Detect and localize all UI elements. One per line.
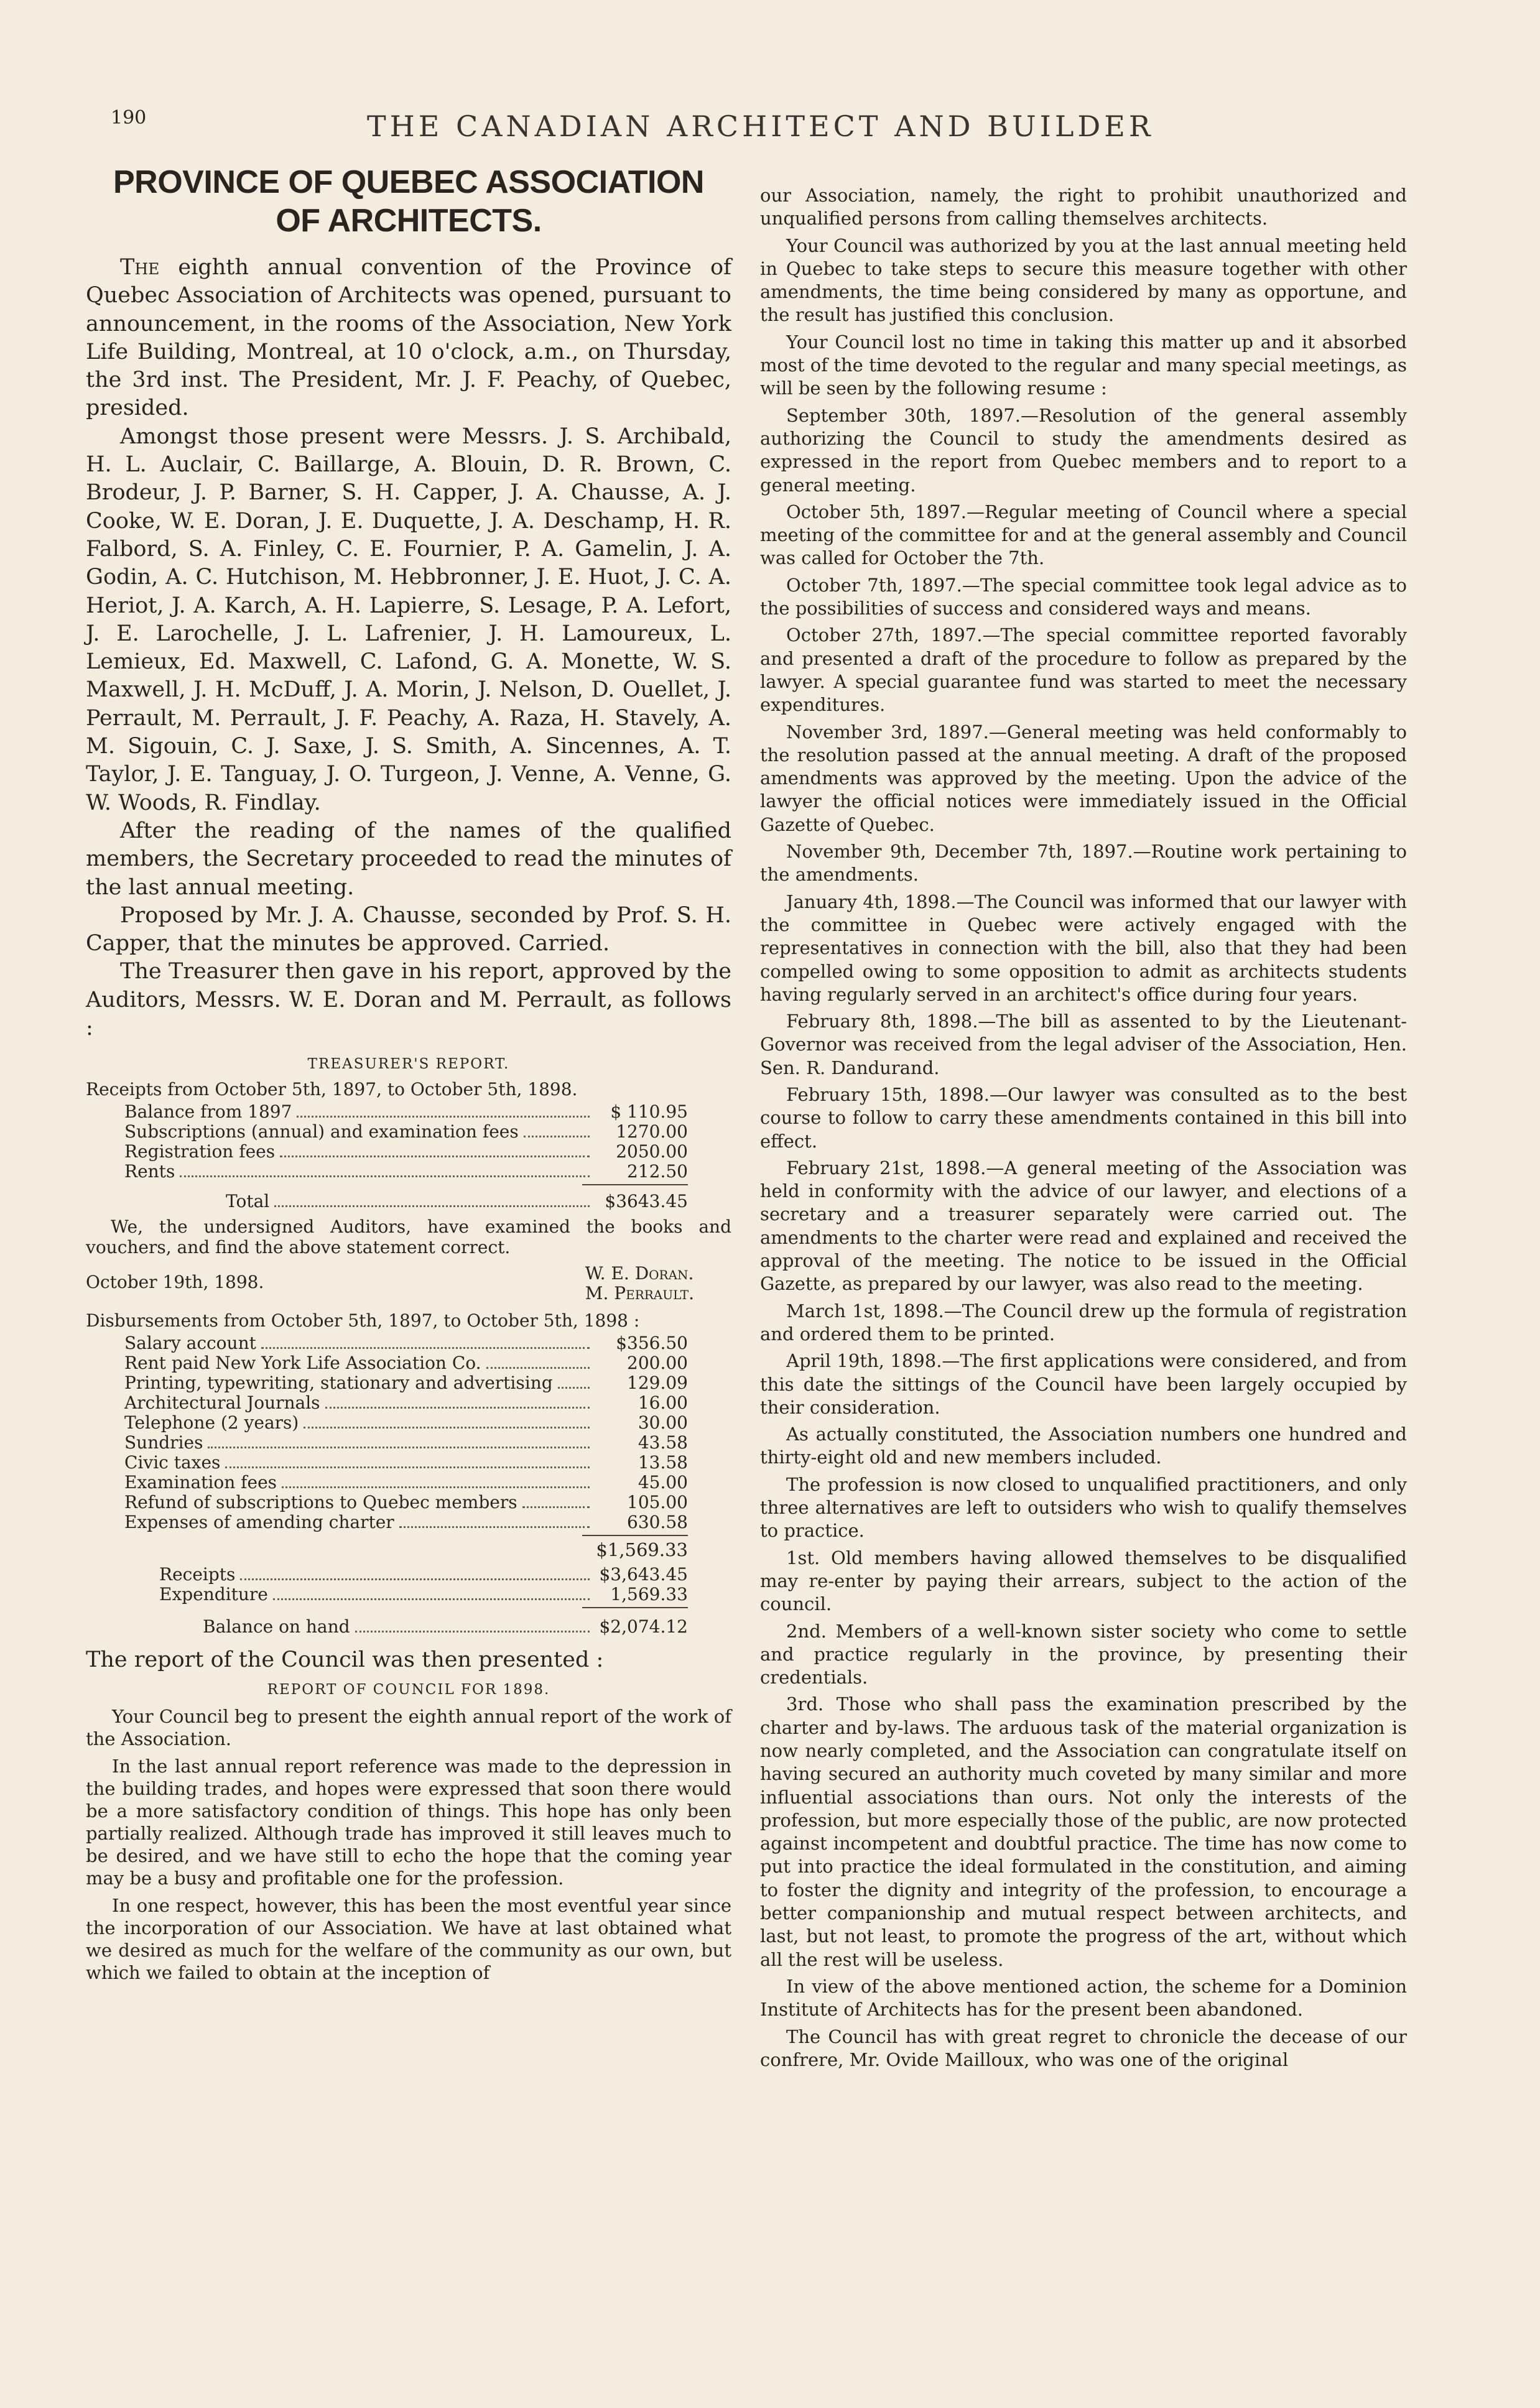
receipt-row: Registration fees 2050.00 [124,1141,688,1162]
balance-row: Balance on hand $2,074.12 [203,1616,688,1637]
summary-list [86,1565,731,1605]
receipts-rule [582,1184,688,1185]
right-paragraph: The profession is now closed to unqualified practitioners, and only three alternatives are left to outsiders who wish to qualify themselves to practice. [760,1473,1407,1542]
right-paragraph: April 19th, 1898.—The first applications were considered, and from this date the sittings of the Council have been largely occupied by their consideration. [760,1350,1407,1418]
auditor-2: M. Perrault. [585,1283,694,1304]
council-report-heading: REPORT OF COUNCIL FOR 1898. [267,1682,550,1698]
receipts-total-row: Total $3643.45 [226,1191,688,1212]
disbursements-rule [582,1535,688,1536]
right-paragraph: The Council has with great regret to chronicle the decease of our confrere, Mr. Ovide Mailloux, who was one of the original [760,2026,1407,2070]
council-paragraph: In one respect, however, this has been the most eventful year since the incorporation of our Association. We have at last obtained what we desired as much for the welfare of the community as our own, but which we failed to obtain at the inception of [86,1895,731,1984]
disbursement-row: Refund of subscriptions to Quebec members 105.00 [124,1492,688,1513]
audit-date: October 19th, 1898. [86,1272,264,1293]
right-paragraph: October 5th, 1897.—Regular meeting of Council where a special meeting of the committee for and at the general assembly and Council was called for October the 7th. [760,501,1407,569]
article-title [86,163,731,240]
auditor-statement: We, the undersigned Auditors, have examined the books and vouchers, and find the above statement correct. [86,1216,731,1258]
right-paragraph: October 27th, 1897.—The special committee reported favorably and presented a draft of the procedure to follow as prepared by the lawyer. A special guarantee fund was started to meet the necessary expenditures. [760,624,1407,716]
council-intro: The report of the Council was then presented : [86,1647,604,1673]
right-paragraph: November 9th, December 7th, 1897.—Routine work pertaining to the amendments. [760,841,1407,886]
right-paragraph: Your Council lost no time in taking this matter up and it absorbed most of the time devoted to the regular and many special meetings, as will be seen by the following resume : [760,331,1407,399]
summary-row: Expenditure 1,569.33 [159,1584,688,1605]
auditor-names [585,1264,694,1304]
receipt-row: Balance from 1897 $ 110.95 [124,1101,688,1123]
proposed-paragraph: Proposed by Mr. J. A. Chausse, seconded by Prof. S. H. Capper, that the minutes be approved. Carried. [86,902,731,956]
right-paragraph: September 30th, 1897.—Resolution of the general assembly authorizing the Council to study the amendments desired as expressed in the report from Quebec members and to report to a general meeting. [760,404,1407,496]
intro-caps: The [120,255,160,280]
auditor-signatures [86,1264,731,1304]
intro-paragraph [86,254,731,423]
right-paragraph: our Association, namely, the right to prohibit unauthorized and unqualified persons from calling themselves architects. [760,185,1407,229]
running-title: THE CANADIAN ARCHITECT AND BUILDER [367,109,1154,143]
receipts-list [86,1102,731,1182]
right-paragraph: February 21st, 1898.—A general meeting of the Association was held in conformity with the advice of our lawyer, and elections of a secretary and a treasurer separately were carried out. The amendments to the charter were read and explained and received the approval of the meeting. The notice to be issued in the Official Gazette, as prepared by our lawyer, was also read to the meeting. [760,1157,1407,1295]
disbursements-list [86,1333,731,1532]
disbursements-total: $1,569.33 [596,1539,688,1561]
council-paragraph: Your Council beg to present the eighth annual report of the work of the Association. [86,1706,731,1750]
right-paragraph: 1st. Old members having allowed themselves to be disqualified may re-enter by paying their arrears, subject to the action of the council. [760,1547,1407,1615]
after-reading-paragraph: After the reading of the names of the qualified members, the Secretary proceeded to read the minutes of the last annual meeting. [86,818,731,900]
disbursement-row: Sundries 43.58 [124,1432,688,1453]
disbursement-row: Salary account $356.50 [124,1333,688,1354]
left-column [86,163,731,1989]
right-paragraph: January 4th, 1898.—The Council was informed that our lawyer with the committee in Quebec were actively engaged with the representatives in connection with the bill, also that they had been compelled owing to some opposition to admit as architects students having regularly served in an architect's office during four years. [760,891,1407,1005]
right-paragraph: February 15th, 1898.—Our lawyer was consulted as to the best course to follow to carry these amendments contained in this bill into effect. [760,1083,1407,1152]
right-paragraph: As actually constituted, the Association numbers one hundred and thirty-eight old and new members included. [760,1424,1407,1468]
page-number: 190 [111,107,147,129]
right-column [760,184,1407,2075]
summary-rule [582,1607,688,1608]
disbursements-caption: Disbursements from October 5th, 1897, to October 5th, 1898 : [86,1310,640,1331]
article-title-line2: OF ARCHITECTS. [276,203,542,239]
right-paragraph: Your Council was authorized by you at the last annual meeting held in Quebec to take steps to secure this measure together with other amendments, the time being considered by many as opportune, and the result has justified this conclusion. [760,234,1407,326]
disbursement-row: Examination fees 45.00 [124,1472,688,1493]
disbursement-row: Architectural Journals 16.00 [124,1392,688,1414]
receipt-row: Subscriptions (annual) and examination fees 1270.00 [124,1121,688,1142]
right-paragraph: March 1st, 1898.—The Council drew up the formula of registration and ordered them to be printed. [760,1300,1407,1345]
present-paragraph: Amongst those present were Messrs. J. S. Archibald, H. L. Auclair, C. Baillarge, A. Blouin, D. R. Brown, C. Brodeur, J. P. Barner, S. H. Capper, J. A. Chausse, A. J. Cooke, W. E. Doran, J. E. Duquette, J. A. Deschamp, H. R. Falbord, S. A. Finley, C. E. Fournier, P. A. Gamelin, J. A. Godin, A. C. Hutchison, M. Hebbronner, J. E. Huot, J. C. A. Heriot, J. A. Karch, A. H. Lapierre, S. Lesage, P. A. Lefort, J. E. Larochelle, J. L. Lafrenier, J. H. Lamoureux, L. Lemieux, Ed. Maxwell, C. Lafond, G. A. Monette, W. S. Maxwell, J. H. McDuff, J. A. Morin, J. Nelson, D. Ouellet, J. Perrault, M. Perrault, J. F. Peachy, A. Raza, H. Stavely, A. M. Sigouin, C. J. Saxe, J. S. Smith, A. Sincennes, A. T. Taylor, J. E. Tanguay, J. O. Turgeon, J. Venne, A. Venne, G. W. Woods, R. Findlay. [86,424,731,815]
summary-row: Receipts $3,643.45 [159,1564,688,1585]
treasurer-report [86,1080,731,1637]
council-paragraph: In the last annual report reference was made to the depression in the building trades, and hopes were expressed that soon there would be a more satisfactory condition of things. This hope has only been partially realized. Although trade has improved it still leaves much to be desired, and we have still to echo the hope that the coming year may be a busy and profitable one for the profession. [86,1756,731,1889]
treasurer-report-heading: TREASURER'S REPORT. [307,1056,510,1073]
treasurer-intro-paragraph: The Treasurer then gave in his report, approved by the Auditors, Messrs. W. E. Doran and M. Perrault, as follows : [86,959,731,1041]
article-title-line1: PROVINCE OF QUEBEC ASSOCIATION [113,164,704,200]
disbursement-row: Expenses of amending charter 630.58 [124,1512,688,1533]
right-paragraph: In view of the above mentioned action, the scheme for a Dominion Institute of Architects has for the present been abandoned. [760,1975,1407,2021]
right-paragraph: November 3rd, 1897.—General meeting was held conformably to the resolution passed at the annual meeting. A draft of the proposed amendments was approved by the meeting. Upon the advice of the lawyer the official notices were immediately issued in the Official Gazette of Quebec. [760,721,1407,835]
right-paragraph: 2nd. Members of a well-known sister society who come to settle and practice regularly in the province, by presenting their credentials. [760,1620,1407,1688]
auditor-1: W. E. Doran. [585,1263,694,1284]
right-paragraph: October 7th, 1897.—The special committee took legal advice as to the possibilities of success and considered ways and means. [760,574,1407,619]
disbursement-row: Rent paid New York Life Association Co. 200.00 [124,1353,688,1374]
disbursement-row: Printing, typewriting, stationary and advertising 129.09 [124,1373,688,1394]
receipt-row: Rents 212.50 [124,1161,688,1182]
intro-text: eighth annual convention of the Province of Quebec Association of Architects was opened, pursuant to announcement, in the rooms of the Association, New York Life Building, Montreal, at 10 o'clock, a.m., on Thursday, the 3rd inst. The President, Mr. J. F. Peachy, of Quebec, presided. [86,255,731,421]
right-paragraph: 3rd. Those who shall pass the examination prescribed by the charter and by-laws. The arduous task of the material organization is now nearly completed, and the Association can congratulate itself on having secured an authority much coveted by many similar and more influential associations than ours. Not only the interests of the profession, but more especially those of the public, are now protected against incompetent and doubtful practice. The time has now come to put into practice the ideal formulated in the constitution, and aiming to foster the dignity and integrity of the profession, to encourage a better companionship and mutual respect between architects, and last, but not least, to promote the progress of the art, without which all the rest will be useless. [760,1693,1407,1970]
receipts-caption: Receipts from October 5th, 1897, to October 5th, 1898. [86,1079,578,1100]
disbursement-row: Telephone (2 years) 30.00 [124,1412,688,1433]
disbursement-row: Civic taxes 13.58 [124,1452,688,1473]
right-paragraph: February 8th, 1898.—The bill as assented to by the Lieutenant-Governor was received from the legal adviser of the Association, Hen. Sen. R. Dandurand. [760,1011,1407,1078]
